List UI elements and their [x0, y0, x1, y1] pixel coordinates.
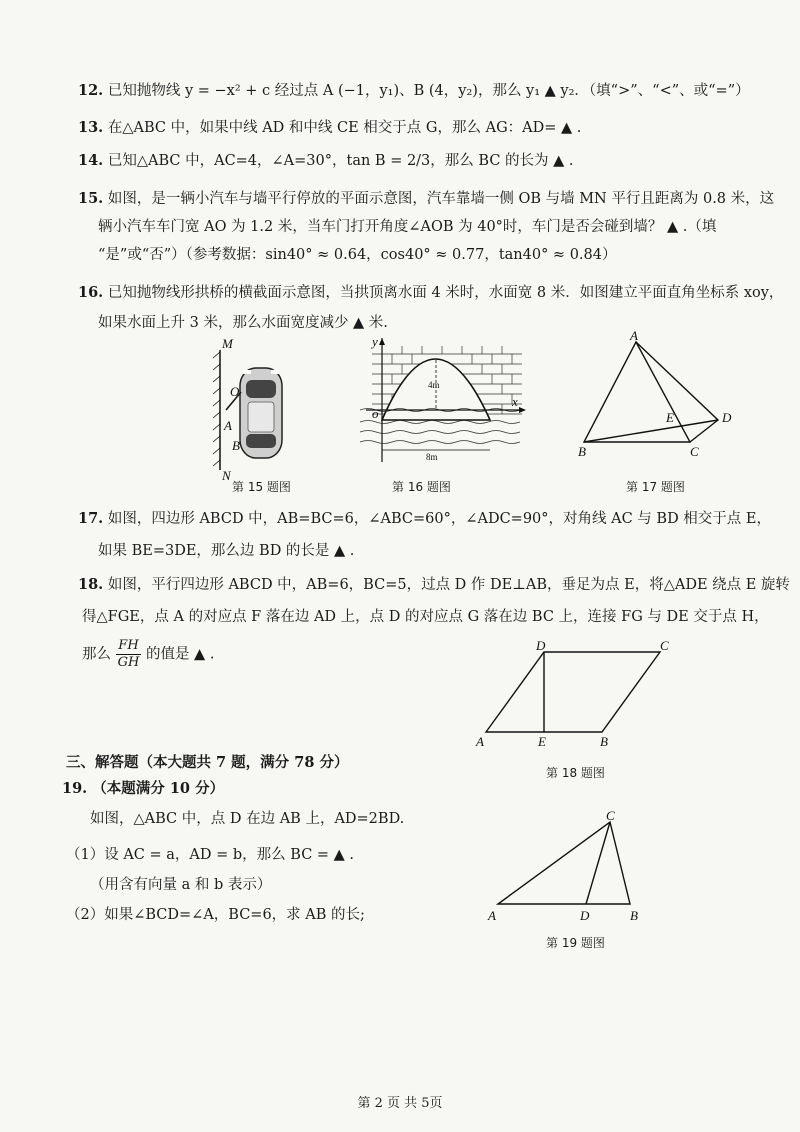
label-A: A [488, 908, 496, 923]
label-A: A [224, 418, 232, 433]
label-height: 4m [428, 380, 440, 390]
question-number: 15. [78, 190, 104, 207]
question-number: 18. [78, 576, 104, 593]
figure-15-caption: 第 15 题图 [232, 480, 291, 494]
label-N: N [222, 468, 231, 483]
figure-19-triangle [486, 808, 656, 923]
fraction-numerator: FH [116, 638, 142, 655]
question-19-part-1-note: （用含有向量 a 和 b 表示） [90, 877, 272, 893]
page-footer: 第 2 页 共 5页 [357, 1096, 443, 1111]
label-M: M [222, 336, 233, 351]
parallelogram-abcd [486, 652, 660, 732]
label-C: C [606, 808, 615, 823]
figure-18-caption: 第 18 题图 [546, 766, 605, 780]
question-18-line-1 [78, 574, 790, 596]
question-text: 如图，平行四边形 ABCD 中，AB=6，BC=5，过点 D 作 DE⊥AB，垂足为点 E，将△ADE 绕点 E 旋转 [107, 577, 790, 593]
question-18-line-2: 得△FGE，点 A 的对应点 F 落在边 AD 上，点 D 的对应点 G 落在边 BC 上，连接 FG 与 DE 交于点 H， [82, 609, 769, 625]
figure-19-caption: 第 19 题图 [546, 936, 605, 950]
label-B: B [630, 908, 638, 923]
question-13 [78, 117, 760, 139]
label-O: O [230, 384, 240, 399]
question-15-line-2: 辆小汽车车门宽 AO 为 1.2 米，当车门打开角度∠AOB 为 40°时，车门是否会碰到墙？ ▲ .（填 [98, 219, 717, 235]
question-19-intro: 如图，△ABC 中，点 D 在边 AB 上，AD=2BD. [90, 811, 405, 827]
question-number: 17. [78, 510, 104, 527]
label-B: B [600, 734, 608, 749]
triangle-abc [498, 822, 630, 904]
question-16-line-1 [78, 282, 784, 304]
label-E: E [538, 734, 546, 749]
question-12 [78, 80, 760, 102]
question-15-line-3: “是”或“否”）（参考数据：sin40° ≈ 0.64，cos40° ≈ 0.77，tan40° ≈ 0.84） [98, 247, 617, 263]
label-D: D [536, 638, 546, 653]
car-icon [240, 368, 282, 458]
figure-16-bridge-diagram [360, 334, 530, 466]
question-text: 已知△ABC 中，AC=4，∠A=30°，tan B = 2/3，那么 BC 的长为 ▲ . [107, 153, 574, 169]
label-D: D [722, 410, 732, 425]
question-19-header [62, 778, 760, 800]
label-B: B [232, 438, 240, 453]
x-axis-arrow [519, 407, 526, 413]
figure-17-caption: 第 17 题图 [626, 480, 685, 494]
text-suffix: 的值是 ▲ . [145, 646, 215, 663]
label-y: y [372, 334, 378, 349]
question-text: 已知抛物线形拱桥的横截面示意图，当拱顶离水面 4 米时，水面宽 8 米．如图建立平面直角坐标系 xoy， [107, 285, 784, 301]
question-text: 在△ABC 中，如果中线 AD 和中线 CE 相交于点 G，那么 AG：AD= ▲ . [107, 120, 582, 136]
question-19-part-2: （2）如果∠BCD=∠A，BC=6，求 AB 的长; [66, 907, 365, 923]
question-number: 16. [78, 284, 104, 301]
label-C: C [660, 638, 669, 653]
wall-hatching [213, 352, 220, 466]
text-prefix: 那么 [82, 646, 111, 663]
segment-cd [586, 822, 610, 904]
fraction-denominator: GH [117, 655, 140, 670]
question-text: 如图，是一辆小汽车与墙平行停放的平面示意图，汽车靠墙一侧 OB 与墙 MN 平行且距离为 0.8 米，这 [107, 191, 775, 207]
question-number: 12. [78, 82, 104, 99]
question-17-line-2: 如果 BE=3DE，那么边 BD 的长是 ▲ . [98, 543, 355, 559]
label-D: D [580, 908, 590, 923]
question-score: （本题满分 10 分） [92, 780, 225, 797]
question-14 [78, 150, 760, 172]
diagonal-bd [584, 420, 718, 442]
figure-17-quadrilateral [578, 330, 738, 460]
label-x: x [512, 394, 518, 409]
figure-16-caption: 第 16 题图 [392, 480, 451, 494]
label-E: E [666, 410, 674, 425]
question-number: 13. [78, 119, 104, 136]
question-15-line-1 [78, 188, 775, 210]
label-C: C [690, 444, 699, 459]
label-B: B [578, 444, 586, 459]
question-17-line-1 [78, 508, 772, 530]
label-A: A [630, 328, 638, 343]
question-16-line-2: 如果水面上升 3 米，那么水面宽度减少 ▲ 米. [98, 315, 388, 331]
question-text: 已知抛物线 y = −x² + c 经过点 A (−1，y₁)、B (4，y₂)，那么 y₁ ▲ y₂．（填“>”、“<”、或“=”） [107, 83, 750, 99]
question-number: 19. [62, 780, 88, 797]
figure-15-car-diagram [210, 336, 300, 483]
question-text: 如图，四边形 ABCD 中，AB=BC=6，∠ABC=60°，∠ADC=90°，对角线 AC 与 BD 相交于点 E， [107, 511, 772, 527]
question-19-part-1: （1）设 AC = a，AD = b，那么 BC = ▲ . [66, 847, 355, 863]
figure-18-parallelogram [474, 640, 694, 750]
fraction-fh-gh [116, 638, 142, 671]
label-A: A [476, 734, 484, 749]
label-o: o [372, 406, 379, 421]
y-axis-arrow [379, 338, 385, 345]
section-heading: 三、解答题（本大题共 7 题，满分 78 分） [66, 754, 349, 771]
label-width: 8m [426, 452, 438, 462]
question-number: 14. [78, 152, 104, 169]
